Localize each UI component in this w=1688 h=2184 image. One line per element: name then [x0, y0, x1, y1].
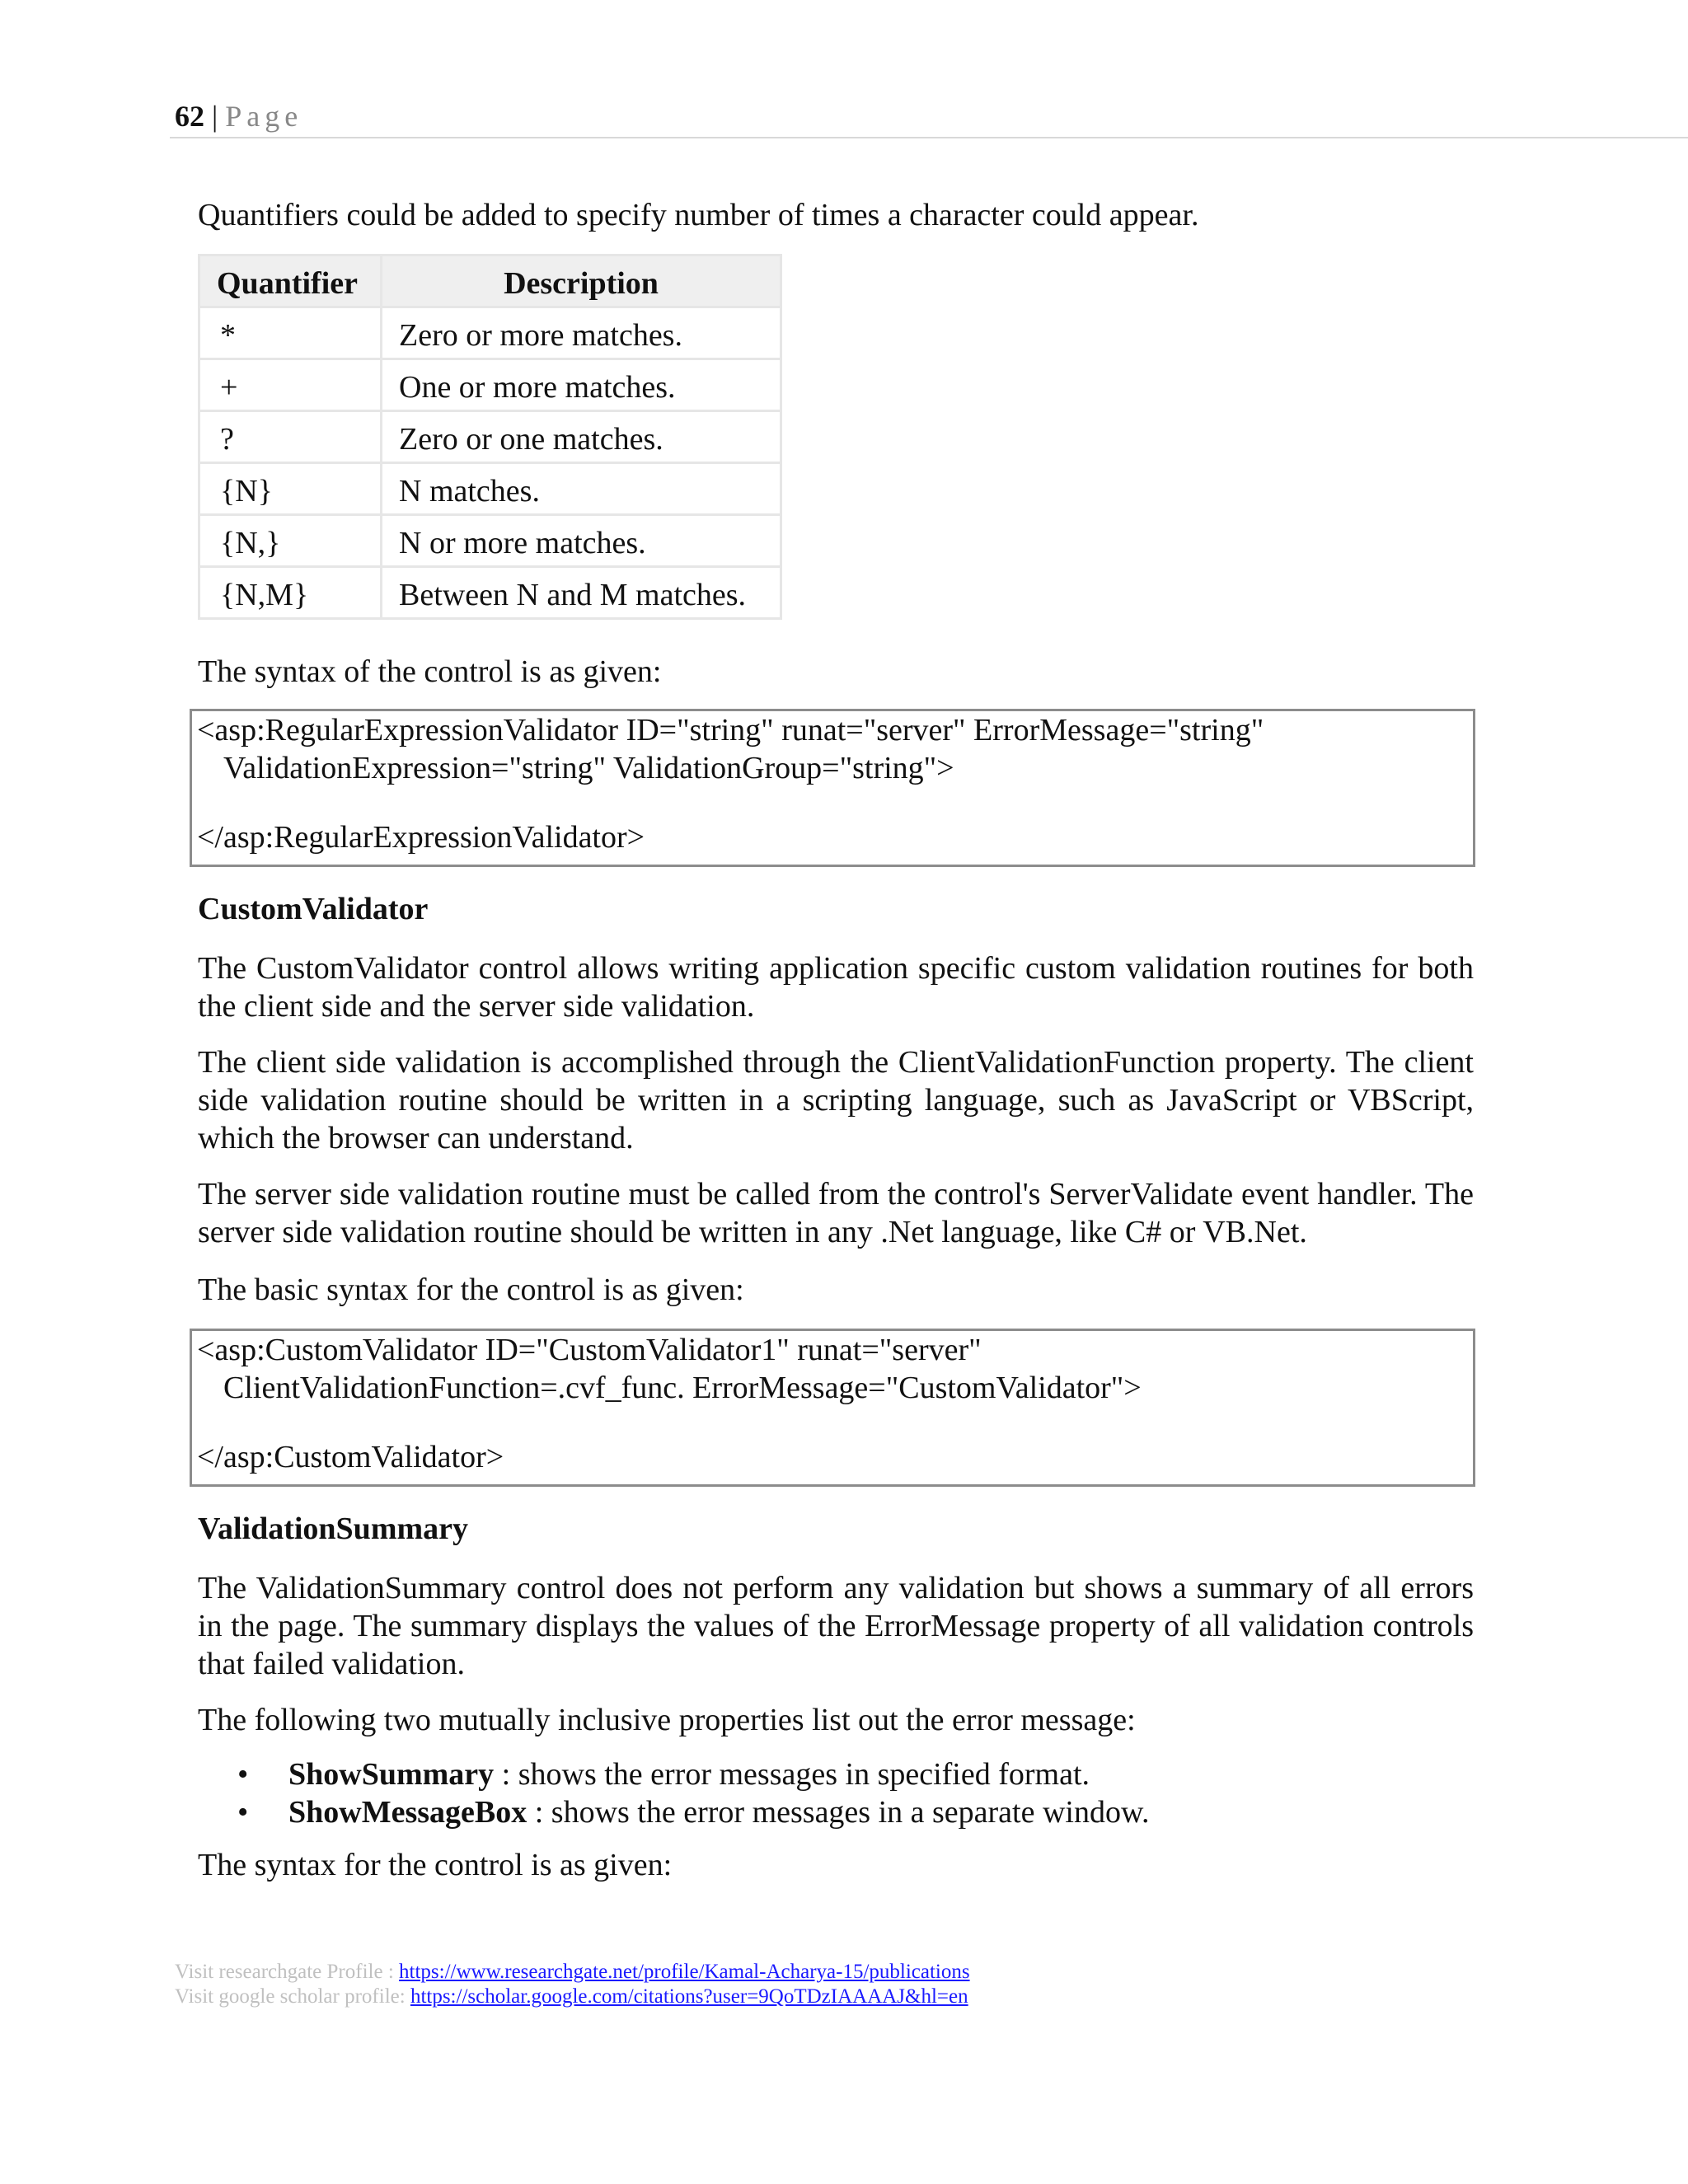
description-cell: N matches. — [382, 463, 781, 515]
code-line: ClientValidationFunction=.cvf_func. ErrorMessage="CustomValidator"> — [223, 1371, 1142, 1405]
code-line: <asp:RegularExpressionValidator ID="string" runat="server" ErrorMessage="string" — [197, 713, 1264, 748]
code-line: </asp:RegularExpressionValidator> — [197, 820, 645, 855]
bullet-icon: • — [237, 1795, 249, 1830]
footer-researchgate — [175, 1960, 970, 1985]
property-description: : shows the error messages in a separate window. — [527, 1795, 1150, 1830]
researchgate-link[interactable]: https://www.researchgate.net/profile/Kamal-Acharya-15/publications — [399, 1961, 970, 1983]
validationsummary-paragraph: The ValidationSummary control does not perform any validation but shows a summary of all errors in the page. The summary displays the values of the ErrorMessage property of all validation controls that failed validation. — [198, 1571, 1474, 1681]
code-line: </asp:CustomValidator> — [197, 1440, 504, 1474]
column-header-description: Description — [382, 255, 781, 307]
list-item — [198, 1755, 1149, 1793]
table-row — [199, 515, 781, 567]
description-cell: Zero or more matches. — [382, 307, 781, 359]
description-cell: One or more matches. — [382, 359, 781, 411]
table-row — [199, 359, 781, 411]
quantifier-table — [198, 254, 782, 620]
quantifier-cell: {N} — [199, 463, 382, 515]
page-header — [175, 97, 302, 135]
table-row — [199, 463, 781, 515]
property-term: ShowMessageBox — [288, 1795, 528, 1830]
quantifier-cell: {N,M} — [199, 567, 382, 619]
code-line: <asp:CustomValidator ID="CustomValidator1" runat="server" — [197, 1333, 982, 1367]
quantifier-cell: * — [199, 307, 382, 359]
table-row — [199, 411, 781, 463]
customvalidator-paragraph: The CustomValidator control allows writing application specific custom validation routines for both the client side and the server side validation. — [198, 951, 1474, 1024]
intro-paragraph: Quantifiers could be added to specify number of times a character could appear. — [198, 198, 1199, 232]
description-cell: Between N and M matches. — [382, 567, 781, 619]
property-list — [198, 1755, 1149, 1831]
customvalidator-paragraph: The server side validation routine must be called from the control's ServerValidate event handler. The server side validation routine should be written in any .Net language, like C# or VB.Net. — [198, 1177, 1474, 1249]
section-heading-validationsummary: ValidationSummary — [198, 1511, 468, 1546]
property-term: ShowSummary — [288, 1757, 495, 1792]
section-heading-customvalidator: CustomValidator — [198, 892, 429, 926]
table-row — [199, 567, 781, 619]
customvalidator-code-block — [190, 1329, 1475, 1487]
header-divider — [170, 137, 1688, 138]
table-header-row — [199, 255, 781, 307]
quantifier-cell: ? — [199, 411, 382, 463]
bullet-icon: • — [237, 1757, 249, 1792]
customvalidator-paragraph: The client side validation is accomplished through the ClientValidationFunction property. The client side validation routine should be written in a scripting language, such as JavaScript or VBScript, which the browser can understand. — [198, 1045, 1474, 1155]
code-line: ValidationExpression="string" ValidationGroup="string"> — [223, 751, 954, 785]
customvalidator-syntax-intro: The basic syntax for the control is as given: — [198, 1272, 744, 1307]
footer-label: Visit google scholar profile: — [175, 1985, 410, 2008]
description-cell: N or more matches. — [382, 515, 781, 567]
quantifier-cell: {N,} — [199, 515, 382, 567]
validationsummary-syntax-intro: The syntax for the control is as given: — [198, 1848, 673, 1882]
validationsummary-paragraph: The following two mutually inclusive properties list out the error message: — [198, 1703, 1136, 1737]
header-separator: | — [212, 100, 218, 133]
description-cell: Zero or one matches. — [382, 411, 781, 463]
google-scholar-link[interactable]: https://scholar.google.com/citations?user=9QoTDzIAAAAJ&hl=en — [410, 1985, 968, 2008]
table-row — [199, 307, 781, 359]
page-number: 62 — [175, 100, 204, 133]
regex-syntax-intro: The syntax of the control is as given: — [198, 654, 662, 689]
footer-google-scholar — [175, 1985, 968, 2009]
page-label: Page — [225, 100, 303, 133]
column-header-quantifier: Quantifier — [199, 255, 382, 307]
regex-code-block — [190, 709, 1475, 867]
property-description: : shows the error messages in specified format. — [494, 1757, 1090, 1792]
list-item — [198, 1793, 1149, 1831]
quantifier-cell: + — [199, 359, 382, 411]
footer-label: Visit researchgate Profile : — [175, 1961, 400, 1983]
